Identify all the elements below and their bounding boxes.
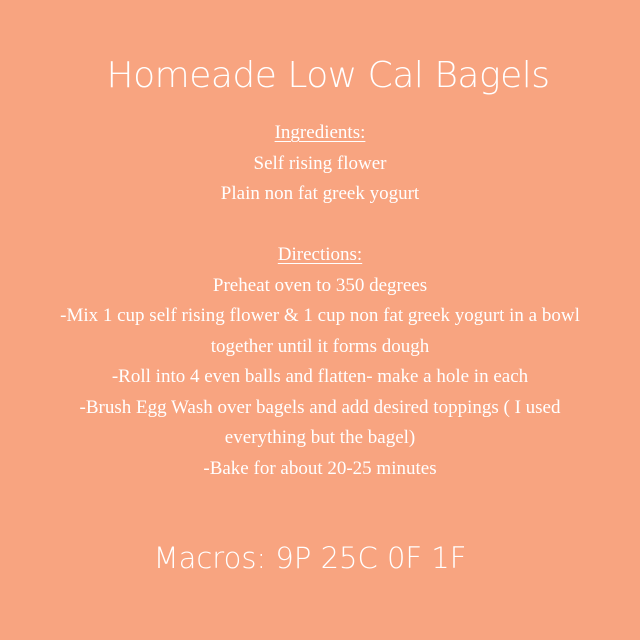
recipe-title: Homeade Low Cal Bagels — [106, 55, 550, 96]
section-spacer — [70, 210, 570, 241]
direction-step: -Roll into 4 even balls and flatten- make a hole in each — [111, 366, 529, 387]
ingredients-section — [70, 118, 570, 210]
direction-step: -Mix 1 cup self rising flower & 1 cup non fat greek yogurt in a bowl together until it forms dough — [60, 305, 580, 357]
ingredients-heading: Ingredients: — [274, 122, 366, 143]
directions-heading: Directions: — [277, 244, 363, 265]
direction-step: -Bake for about 20-25 minutes — [203, 457, 437, 479]
direction-step: -Brush Egg Wash over bagels and add desired toppings ( I used everything but the bagel) — [79, 396, 561, 448]
direction-step: Preheat oven to 350 degrees — [212, 274, 428, 296]
ingredient-item: Plain non fat greek yogurt — [220, 183, 420, 204]
ingredient-item: Self rising flower — [253, 152, 387, 174]
directions-section — [60, 240, 580, 484]
recipe-body — [60, 118, 580, 484]
macros-line: Macros: 9P 25C 0F 1F — [153, 541, 467, 575]
